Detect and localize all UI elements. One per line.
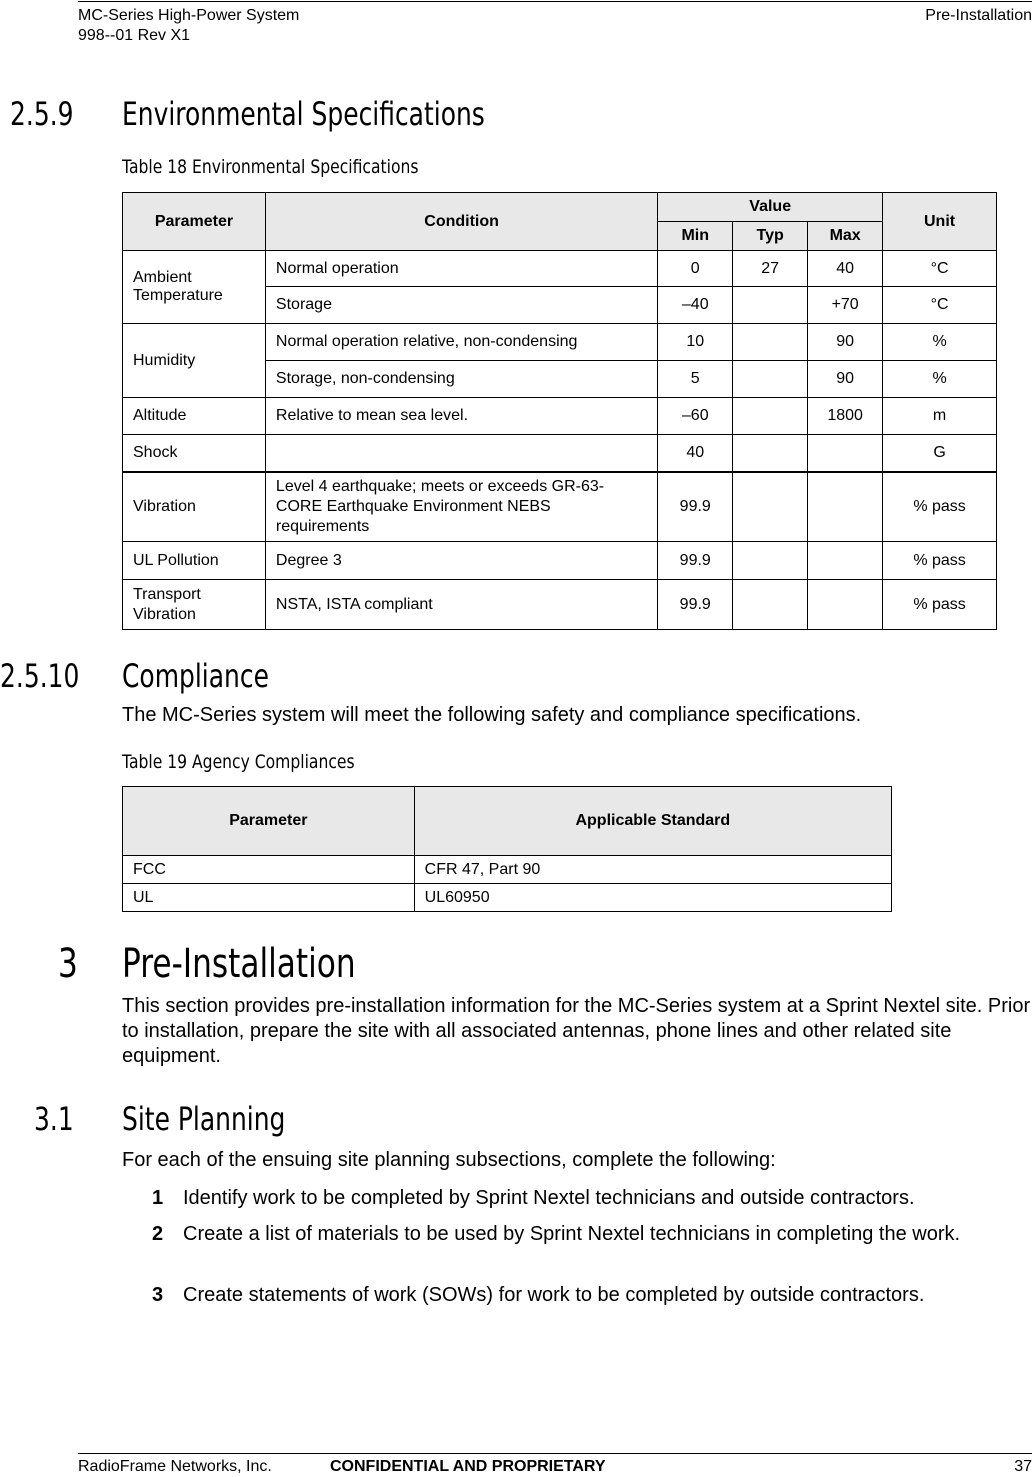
chapter-number-3: 3 xyxy=(58,941,78,987)
cell-parameter: UL Pollution xyxy=(123,542,266,580)
cell-typ xyxy=(733,324,808,361)
cell-parameter: FCC xyxy=(123,856,415,884)
footer-company: RadioFrame Networks, Inc. xyxy=(78,1458,272,1475)
cell-unit: % xyxy=(883,361,997,398)
header-unit: Unit xyxy=(883,193,997,251)
cell-max: 90 xyxy=(808,324,883,361)
table-18-caption: Table 18 Environmental Specifications xyxy=(122,156,419,178)
agency-compliances-table xyxy=(122,786,892,912)
cell-typ xyxy=(733,398,808,435)
cell-typ xyxy=(733,435,808,472)
list-item-number: 2 xyxy=(152,1223,164,1245)
cell-typ xyxy=(733,472,808,542)
cell-typ xyxy=(733,361,808,398)
cell-min: 99.9 xyxy=(658,580,733,630)
cell-condition: NSTA, ISTA compliant xyxy=(265,580,657,630)
cell-max: +70 xyxy=(808,287,883,324)
cell-typ xyxy=(733,287,808,324)
header-condition: Condition xyxy=(265,193,657,251)
header-typ: Typ xyxy=(733,222,808,251)
cell-parameter: Transport Vibration xyxy=(123,580,266,630)
cell-parameter: Altitude xyxy=(123,398,266,435)
cell-min: 5 xyxy=(658,361,733,398)
header-min: Min xyxy=(658,222,733,251)
section-title-site-planning: Site Planning xyxy=(122,1100,286,1138)
header-parameter: Parameter xyxy=(123,787,415,856)
cell-unit: % pass xyxy=(883,542,997,580)
cell-max xyxy=(808,542,883,580)
cell-standard: UL60950 xyxy=(414,884,891,912)
cell-typ xyxy=(733,542,808,580)
cell-parameter: Humidity xyxy=(123,324,266,398)
table-row xyxy=(123,856,892,884)
cell-max xyxy=(808,435,883,472)
cell-parameter: Ambient Temperature xyxy=(123,251,266,324)
cell-unit: G xyxy=(883,435,997,472)
cell-unit: % pass xyxy=(883,580,997,630)
cell-max: 90 xyxy=(808,361,883,398)
section-number-2-5-10: 2.5.10 xyxy=(0,657,80,695)
header-max: Max xyxy=(808,222,883,251)
table-row xyxy=(123,435,997,472)
list-item-number: 3 xyxy=(152,1284,164,1306)
header-title: MC-Series High-Power System xyxy=(78,7,300,24)
cell-min: 99.9 xyxy=(658,472,733,542)
cell-max: 1800 xyxy=(808,398,883,435)
list-item-text: Identify work to be completed by Sprint Nextel technicians and outside contractors. xyxy=(183,1187,915,1209)
cell-min: 40 xyxy=(658,435,733,472)
table-row xyxy=(123,542,997,580)
cell-parameter: UL xyxy=(123,884,415,912)
cell-unit: % xyxy=(883,324,997,361)
cell-parameter: Shock xyxy=(123,435,266,472)
cell-unit: m xyxy=(883,398,997,435)
list-item-number: 1 xyxy=(152,1187,164,1209)
chapter-title-pre-installation: Pre-Installation xyxy=(122,941,356,987)
header-rule xyxy=(78,1,1032,2)
pre-installation-intro: This section provides pre-installation information for the MC-Series system at a Sprint Nextel site. Prior to installation, prepare the site with all associated antennas, phone lines and other related site equipment. xyxy=(122,995,1031,1067)
cell-parameter: Vibration xyxy=(123,472,266,542)
compliance-intro: The MC-Series system will meet the following safety and compliance specifications. xyxy=(122,704,862,726)
cell-max: 40 xyxy=(808,251,883,287)
cell-min: –40 xyxy=(658,287,733,324)
cell-max xyxy=(808,472,883,542)
cell-unit: °C xyxy=(883,287,997,324)
cell-max xyxy=(808,580,883,630)
cell-condition: Degree 3 xyxy=(265,542,657,580)
list-item-text: Create a list of materials to be used by Sprint Nextel technicians in completing the work. xyxy=(183,1223,961,1245)
section-title-environmental: Environmental Specifications xyxy=(122,95,485,133)
footer-confidential: CONFIDENTIAL AND PROPRIETARY xyxy=(330,1458,606,1475)
cell-min: 99.9 xyxy=(658,542,733,580)
cell-condition: Normal operation relative, non-condensing xyxy=(265,324,657,361)
cell-condition: Relative to mean sea level. xyxy=(265,398,657,435)
cell-unit: % pass xyxy=(883,472,997,542)
table-row xyxy=(123,884,892,912)
cell-min: 10 xyxy=(658,324,733,361)
cell-typ: 27 xyxy=(733,251,808,287)
cell-min: –60 xyxy=(658,398,733,435)
cell-condition: Level 4 earthquake; meets or exceeds GR-63-CORE Earthquake Environment NEBS requirements xyxy=(265,472,657,542)
cell-condition: Storage, non-condensing xyxy=(265,361,657,398)
header-applicable-standard: Applicable Standard xyxy=(414,787,891,856)
cell-condition: Storage xyxy=(265,287,657,324)
table-row xyxy=(123,472,997,542)
footer-page-number: 37 xyxy=(1014,1458,1032,1475)
environmental-specs-table xyxy=(122,192,997,630)
cell-typ xyxy=(733,580,808,630)
header-section: Pre-Installation xyxy=(925,7,1032,24)
table-19-caption: Table 19 Agency Compliances xyxy=(122,751,355,773)
section-number-3-1: 3.1 xyxy=(34,1100,74,1138)
header-doc-number: 998--01 Rev X1 xyxy=(78,27,191,44)
site-planning-intro: For each of the ensuing site planning subsections, complete the following: xyxy=(122,1149,776,1171)
section-number-2-5-9: 2.5.9 xyxy=(10,95,74,133)
cell-condition xyxy=(265,435,657,472)
list-item-text: Create statements of work (SOWs) for work to be completed by outside contractors. xyxy=(183,1284,925,1306)
cell-unit: °C xyxy=(883,251,997,287)
header-value: Value xyxy=(658,193,883,222)
cell-condition: Normal operation xyxy=(265,251,657,287)
cell-min: 0 xyxy=(658,251,733,287)
cell-standard: CFR 47, Part 90 xyxy=(414,856,891,884)
table-row xyxy=(123,251,997,287)
table-row xyxy=(123,324,997,361)
table-row xyxy=(123,398,997,435)
header-parameter: Parameter xyxy=(123,193,266,251)
table-row xyxy=(123,580,997,630)
footer-rule xyxy=(78,1453,1032,1454)
section-title-compliance: Compliance xyxy=(122,657,269,695)
